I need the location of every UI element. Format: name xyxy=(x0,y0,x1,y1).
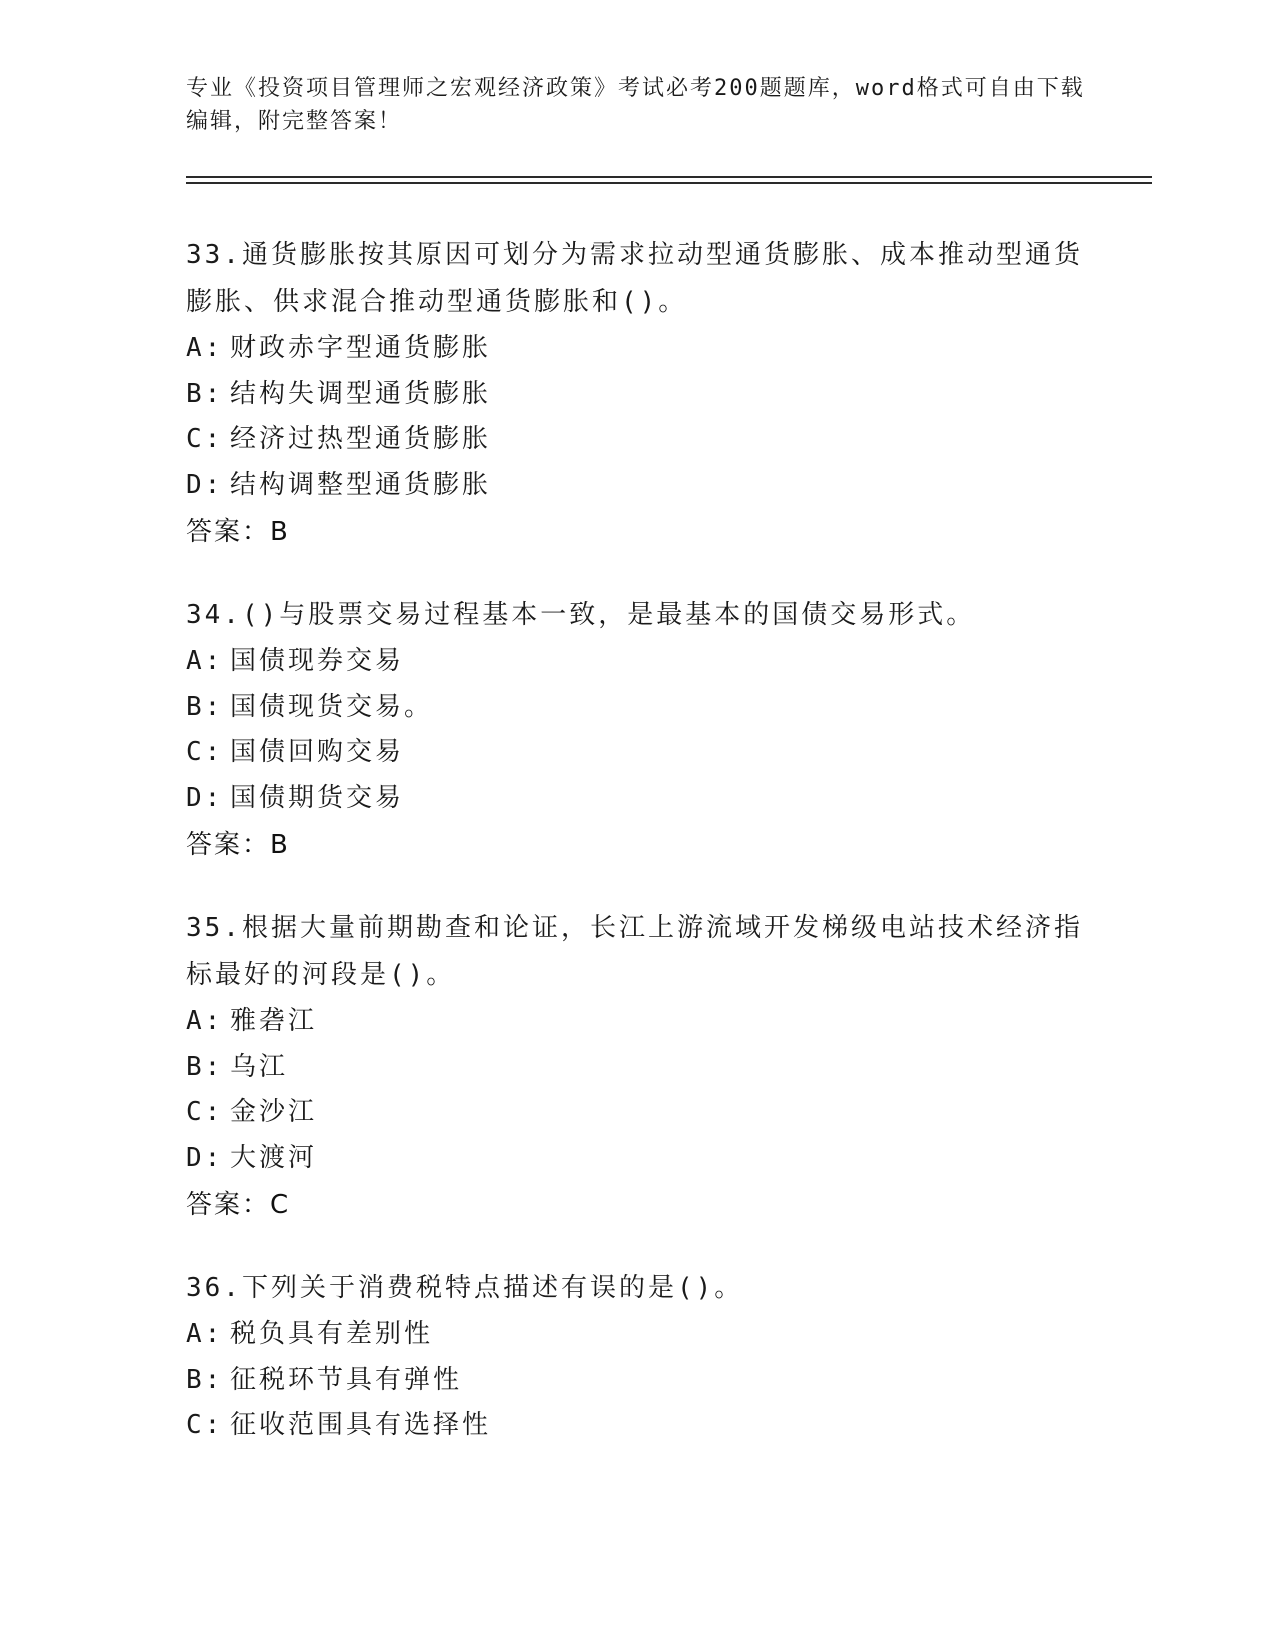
option-letter: A: xyxy=(186,1006,224,1036)
option-letter: C: xyxy=(186,1410,224,1440)
option-text: 税负具有差别性 xyxy=(230,1319,434,1349)
option-letter: D: xyxy=(186,469,224,500)
option-c xyxy=(186,417,1086,463)
option-text: 国债期货交易 xyxy=(230,782,405,813)
document-header: 专业《投资项目管理师之宏观经济政策》考试必考200题题库，word格式可自由下载编辑，附完整答案！ xyxy=(186,76,1085,134)
option-text: 财政赤字型通货膨胀 xyxy=(230,333,492,363)
option-letter: B: xyxy=(186,378,224,409)
option-text: 结构失调型通货膨胀 xyxy=(230,378,492,409)
option-letter: A: xyxy=(186,1319,224,1349)
option-c xyxy=(186,1403,1086,1449)
option-text: 国债现券交易 xyxy=(230,646,405,676)
option-letter: A: xyxy=(186,646,224,676)
option-c xyxy=(186,1090,1086,1136)
question-36 xyxy=(186,1265,1086,1449)
option-text: 雅砻江 xyxy=(230,1006,318,1036)
option-b xyxy=(186,1358,1086,1404)
question-34 xyxy=(186,592,1086,869)
question-35 xyxy=(186,905,1086,1229)
option-letter: A: xyxy=(186,333,224,363)
option-letter: C: xyxy=(186,1097,224,1127)
option-a xyxy=(186,1312,1086,1358)
option-text: 经济过热型通货膨胀 xyxy=(230,424,492,454)
answer-line: 答案：B xyxy=(186,517,290,547)
option-a xyxy=(186,639,1086,685)
option-c xyxy=(186,730,1086,776)
option-letter: C: xyxy=(186,737,224,767)
option-a xyxy=(186,999,1086,1045)
option-letter: B: xyxy=(186,1364,224,1395)
option-text: 国债现货交易。 xyxy=(230,691,434,722)
option-b xyxy=(186,685,1086,731)
option-text: 金沙江 xyxy=(230,1097,318,1127)
option-letter: C: xyxy=(186,424,224,454)
option-text: 结构调整型通货膨胀 xyxy=(230,469,492,500)
option-letter: B: xyxy=(186,691,224,722)
answer-line: 答案：C xyxy=(186,1190,291,1220)
answer-line: 答案：B xyxy=(186,830,290,860)
option-text: 大渡河 xyxy=(230,1142,318,1173)
option-text: 征收范围具有选择性 xyxy=(230,1410,492,1440)
option-letter: D: xyxy=(186,782,224,813)
option-a xyxy=(186,326,1086,372)
option-text: 乌江 xyxy=(230,1051,289,1082)
header-divider-bottom xyxy=(186,182,1152,184)
question-list xyxy=(186,232,1086,1485)
option-b xyxy=(186,1045,1086,1091)
option-b xyxy=(186,372,1086,418)
question-stem: 34.()与股票交易过程基本一致，是最基本的国债交易形式。 xyxy=(186,600,976,630)
question-stem: 35.根据大量前期勘查和论证，长江上游流域开发梯级电站技术经济指标最好的河段是()。 xyxy=(186,913,1083,990)
question-stem: 33.通货膨胀按其原因可划分为需求拉动型通货膨胀、成本推动型通货膨胀、供求混合推动型通货膨胀和()。 xyxy=(186,240,1083,317)
header-divider-top xyxy=(186,176,1152,178)
option-letter: D: xyxy=(186,1142,224,1173)
option-d xyxy=(186,776,1086,822)
option-text: 征税环节具有弹性 xyxy=(230,1364,463,1395)
option-letter: B: xyxy=(186,1051,224,1082)
option-d xyxy=(186,463,1086,509)
question-33 xyxy=(186,232,1086,556)
question-stem: 36.下列关于消费税特点描述有误的是()。 xyxy=(186,1273,744,1303)
option-d xyxy=(186,1136,1086,1182)
option-text: 国债回购交易 xyxy=(230,737,405,767)
